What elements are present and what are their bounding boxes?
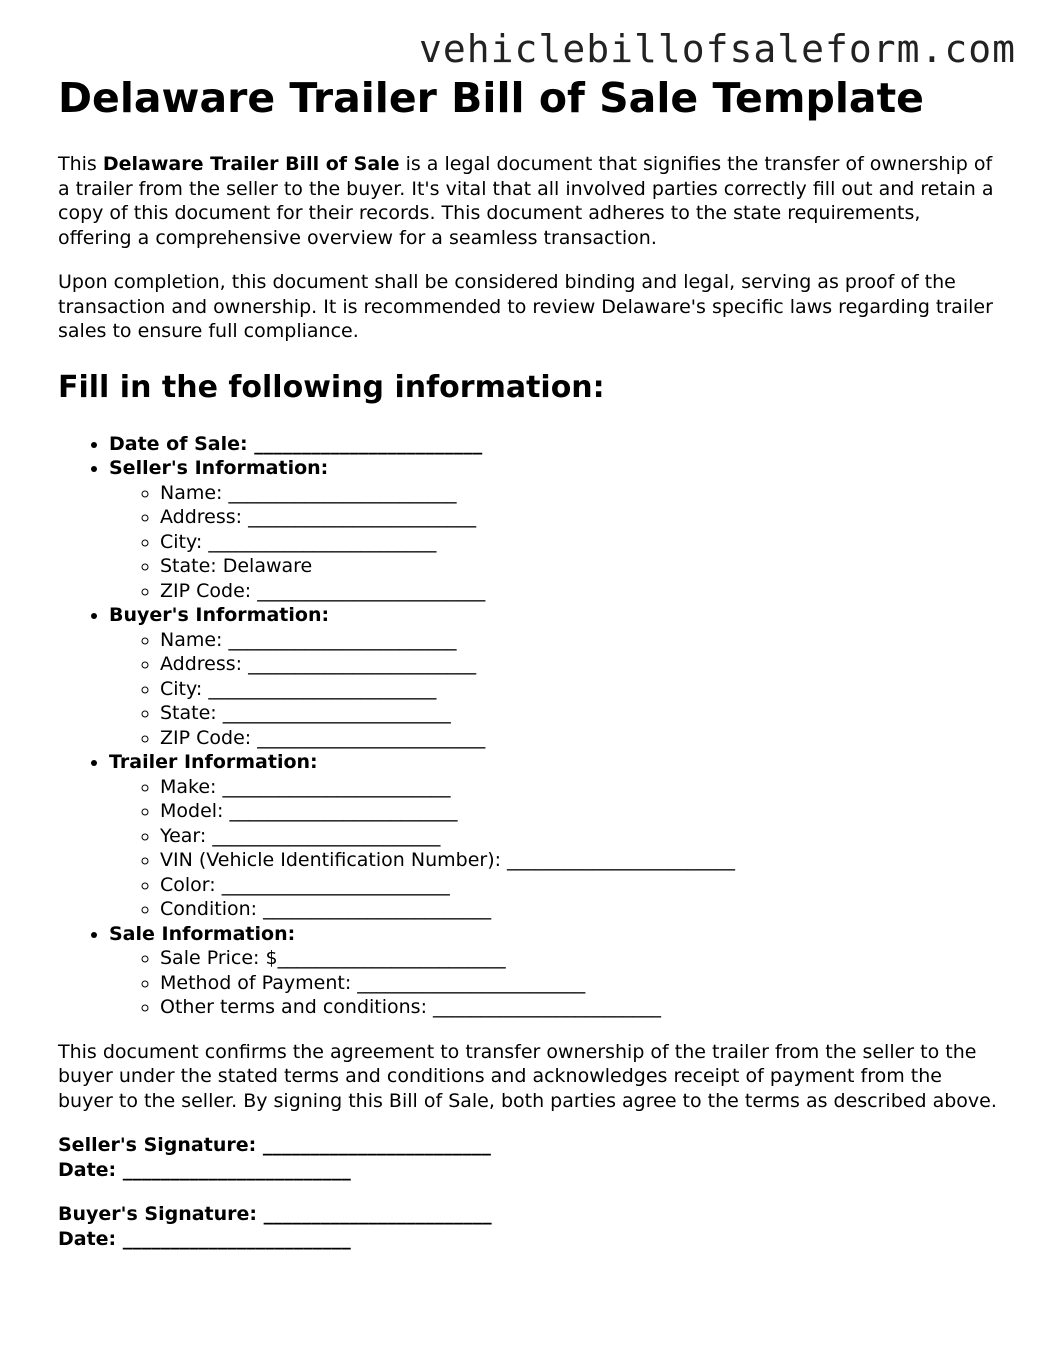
buyer-name-label: Name: — [160, 628, 229, 651]
seller-section — [109, 456, 998, 603]
trailer-vin-blank[interactable]: ________________________ — [507, 849, 736, 872]
trailer-model-label: Model: — [160, 800, 230, 823]
buyer-state-blank[interactable]: ________________________ — [222, 702, 451, 725]
intro-prefix: This — [58, 153, 103, 176]
buyer-city-label: City: — [160, 677, 209, 700]
trailer-condition-label: Condition: — [160, 898, 264, 921]
trailer-make-blank[interactable]: ________________________ — [222, 775, 451, 798]
trailer-color-blank[interactable]: ________________________ — [221, 873, 450, 896]
buyer-date-blank[interactable]: ________________________ — [122, 1227, 351, 1250]
date-of-sale-blank[interactable]: ________________________ — [254, 432, 483, 455]
buyer-signature-block — [58, 1202, 998, 1251]
seller-name-blank[interactable]: ________________________ — [228, 481, 457, 504]
buyer-name-blank[interactable]: ________________________ — [228, 628, 457, 651]
seller-heading: Seller's Information: — [109, 457, 329, 480]
buyer-address-label: Address: — [160, 653, 249, 676]
trailer-year-label: Year: — [160, 824, 213, 847]
sale-section — [109, 922, 998, 1020]
seller-address-blank[interactable]: ________________________ — [248, 506, 477, 529]
seller-date-label: Date: — [58, 1158, 123, 1181]
other-terms-label: Other terms and conditions: — [160, 996, 434, 1019]
trailer-condition-blank[interactable]: ________________________ — [263, 898, 492, 921]
trailer-year-item — [160, 824, 998, 849]
trailer-make-label: Make: — [160, 775, 223, 798]
form-fields-list — [58, 432, 998, 1020]
date-of-sale-label: Date of Sale: — [109, 432, 255, 455]
buyer-fields — [109, 628, 998, 751]
trailer-make-item — [160, 775, 998, 800]
sale-heading: Sale Information: — [109, 922, 296, 945]
seller-signature-label: Seller's Signature: — [58, 1134, 263, 1157]
buyer-address-item — [160, 652, 998, 677]
buyer-city-blank[interactable]: ________________________ — [208, 677, 437, 700]
buyer-state-item — [160, 701, 998, 726]
buyer-signature-blank[interactable]: ________________________ — [263, 1203, 492, 1226]
buyer-section — [109, 603, 998, 750]
buyer-name-item — [160, 628, 998, 653]
seller-signature-blank[interactable]: ________________________ — [262, 1134, 491, 1157]
document-page — [58, 74, 998, 1251]
seller-state-item — [160, 554, 998, 579]
trailer-year-blank[interactable]: ________________________ — [212, 824, 441, 847]
seller-zip-item — [160, 579, 998, 604]
seller-address-item — [160, 505, 998, 530]
form-heading: Fill in the following information: — [58, 369, 605, 405]
trailer-vin-label: VIN (Vehicle Identification Number): — [160, 849, 508, 872]
seller-fields — [109, 481, 998, 604]
seller-city-blank[interactable]: ________________________ — [208, 530, 437, 553]
seller-zip-blank[interactable]: ________________________ — [257, 579, 486, 602]
payment-method-blank[interactable]: ________________________ — [357, 971, 586, 994]
seller-zip-label: ZIP Code: — [160, 579, 258, 602]
seller-signature-block — [58, 1133, 998, 1182]
sale-price-label: Sale Price: $ — [160, 947, 278, 970]
trailer-vin-item — [160, 848, 998, 873]
trailer-color-label: Color: — [160, 873, 222, 896]
trailer-fields — [109, 775, 998, 922]
seller-name-label: Name: — [160, 481, 229, 504]
buyer-date-label: Date: — [58, 1227, 123, 1250]
intro-bold-term: Delaware Trailer Bill of Sale — [102, 153, 400, 176]
document-title: Delaware Trailer Bill of Sale Template — [58, 74, 924, 122]
payment-method-item — [160, 971, 998, 996]
payment-method-label: Method of Payment: — [160, 971, 358, 994]
other-terms-item — [160, 995, 998, 1020]
trailer-section — [109, 750, 998, 922]
seller-name-item — [160, 481, 998, 506]
date-of-sale-item — [109, 432, 998, 457]
trailer-condition-item — [160, 897, 998, 922]
buyer-address-blank[interactable]: ________________________ — [248, 653, 477, 676]
intro-paragraph-2: Upon completion, this document shall be considered binding and legal, serving as proof of the transaction and ownership. It is recommended to review Delaware's specific laws regarding trailer sales to ensure full compliance. — [58, 271, 993, 343]
seller-address-label: Address: — [160, 506, 249, 529]
buyer-state-label: State: — [160, 702, 223, 725]
buyer-heading: Buyer's Information: — [109, 604, 330, 627]
site-watermark: vehiclebillofsaleform.com — [419, 27, 1016, 71]
sale-price-blank[interactable]: ________________________ — [277, 947, 506, 970]
seller-date-blank[interactable]: ________________________ — [122, 1158, 351, 1181]
buyer-city-item — [160, 677, 998, 702]
buyer-zip-item — [160, 726, 998, 751]
seller-city-item — [160, 530, 998, 555]
trailer-model-item — [160, 799, 998, 824]
sale-fields — [109, 946, 998, 1020]
buyer-zip-label: ZIP Code: — [160, 726, 258, 749]
trailer-color-item — [160, 873, 998, 898]
trailer-model-blank[interactable]: ________________________ — [229, 800, 458, 823]
buyer-signature-label: Buyer's Signature: — [58, 1203, 264, 1226]
seller-state-label: State: Delaware — [160, 555, 313, 578]
sale-price-item — [160, 946, 998, 971]
other-terms-blank[interactable]: ________________________ — [433, 996, 662, 1019]
closing-paragraph: This document confirms the agreement to transfer ownership of the trailer from the seller to the buyer under the stated terms and conditions and acknowledges receipt of payment from the buyer to the seller. By signing this Bill of Sale, both parties agree to the terms as described above. — [58, 1040, 997, 1112]
seller-city-label: City: — [160, 530, 209, 553]
intro-rest: is a legal document that signifies the transfer of ownership of a trailer from the seller to the buyer. It's vital that all involved parties correctly fill out and retain a copy of this document for their records. This document adheres to the state requirements, offering a comprehensive overview for a seamless transaction. — [58, 153, 994, 249]
buyer-zip-blank[interactable]: ________________________ — [257, 726, 486, 749]
intro-paragraph — [58, 152, 998, 250]
trailer-heading: Trailer Information: — [109, 751, 318, 774]
